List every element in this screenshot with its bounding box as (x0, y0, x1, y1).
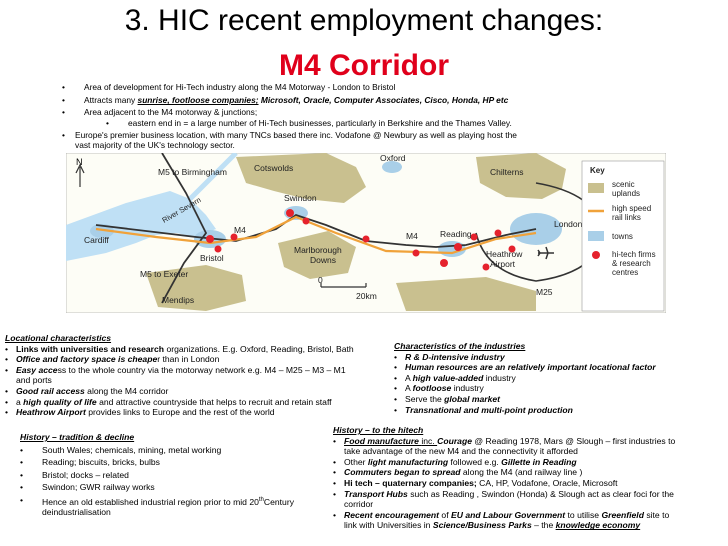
intro-bullet-3: • Area adjacent to the M4 motorway & junctions; (62, 107, 258, 117)
industries-heading: Characteristics of the industries (394, 341, 526, 351)
north-label: N (76, 157, 83, 167)
key-title: Key (590, 166, 605, 175)
firm-dot (363, 236, 370, 243)
map-label-cardiff: Cardiff (84, 235, 109, 245)
list-item: • A footloose industry (394, 383, 484, 394)
firm-dot (215, 246, 222, 253)
map-key (582, 161, 664, 311)
firm-dot (454, 243, 462, 251)
list-item: • Good rail access along the M4 corridor (5, 385, 169, 396)
hitech-heading: History – to the hitech (333, 425, 424, 435)
firm-dot (206, 235, 214, 243)
list-item: • Recent encouragement of EU and Labour Government to utilise Greenfield site to link with Universities in Science/Business Parks – the knowledge economy (333, 509, 670, 531)
map-label-m5-birmingham: M5 to Birmingham (158, 167, 227, 177)
map-label-cotswolds: Cotswolds (254, 163, 294, 173)
key-firms-1: hi-tech firms (612, 250, 656, 259)
industry-characteristics (394, 341, 724, 415)
list-item: • Other light manufacturing followed e.g. Gillette in Reading (333, 456, 577, 467)
map-label-mendips: Mendips (162, 295, 195, 305)
list-item: • Food manufacture inc. Courage @ Reading 1978, Mars @ Slough – first industries to take advantage of the new M4 and the connectivity it afforded (333, 435, 676, 457)
firm-dot (495, 230, 502, 237)
list-item: • Transnational and multi-point production (394, 404, 573, 415)
key-swatch-uplands (588, 183, 604, 193)
map-label-bristol: Bristol (200, 253, 224, 263)
list-item: • Heathrow Airport provides links to Europe and the rest of the world (5, 407, 275, 418)
firm-dot (440, 259, 448, 267)
list-item: • R & D-intensive industry (394, 351, 505, 362)
key-rail-2: rail links (612, 213, 641, 222)
list-item: • Hence an old established industrial region prior to mid 20thCentury deindustrialisation (20, 494, 294, 518)
list-item: • Human resources are an relatively important locational factor (394, 362, 656, 373)
map-label-downs: Downs (310, 255, 336, 265)
list-item: • Hi tech – quaternary companies; CA, HP, Vodafone, Oracle, Microsoft (333, 477, 618, 488)
intro-bullet-4-cont: vast majority of the UK's technology sector. (75, 140, 235, 150)
map-label-chilterns: Chilterns (490, 167, 524, 177)
key-firms-3: centres (612, 268, 639, 277)
firm-dot (483, 264, 490, 271)
map-label-m25-bottom: M25 (536, 287, 553, 297)
list-item: • a high quality of life and attractive countryside that helps to recruit and retain staff (5, 396, 332, 407)
firm-dot (303, 218, 310, 225)
list-item: • Bristol; docks – related (20, 469, 129, 480)
key-firms-2: & research (612, 259, 651, 268)
list-item: • Commuters began to spread along the M4 (and railway line ) (333, 467, 583, 478)
map-label-london: London (554, 219, 583, 229)
list-item: • Office and factory space is cheaper than in London (5, 354, 220, 365)
map-label-m4-left: M4 (234, 225, 246, 235)
list-item: • Reading; biscuits, bricks, bulbs (20, 457, 160, 468)
list-item: • Serve the global market (394, 393, 501, 404)
m4-corridor-map (66, 153, 666, 313)
map-label-severn: River Severn (160, 195, 203, 225)
intro-bullet-2: • Attracts many sunrise, footloose companies; Microsoft, Oracle, Computer Associates, Cisco, Honda, HP etc (62, 95, 509, 105)
map-label-m4-right: M4 (406, 231, 418, 241)
map-label-heathrow: Heathrow (486, 249, 523, 259)
key-towns: towns (612, 232, 633, 241)
key-swatch-firms (592, 251, 600, 259)
key-swatch-towns (588, 231, 604, 241)
intro-bullet-1: • Area of development for Hi-Tech industry along the M4 Motorway - London to Bristol (62, 82, 396, 92)
map-label-marlborough: Marlborough (294, 245, 342, 255)
intro-sub-bullet: • eastern end in = a large number of Hi-Tech businesses, particularly in Berkshire and the Thames Valley. (106, 118, 512, 128)
map-label-swindon: Swindon (284, 193, 317, 203)
page-title: 3. HIC recent employment changes: (124, 4, 604, 37)
list-item: • Links with universities and research organizations. E.g. Oxford, Reading, Bristol, Bath (5, 343, 354, 354)
tradition-heading: History – tradition & decline (20, 432, 135, 442)
map-label-m5-exeter: M5 to Exeter (140, 269, 189, 279)
key-scenic-1: scenic (612, 180, 635, 189)
list-item: • Easy access to the whole country via the motorway network e.g. M4 – M25 – M3 – M1 and ports (5, 364, 346, 386)
map-label-reading: Reading (440, 229, 472, 239)
firm-dot (413, 250, 420, 257)
locational-characteristics (5, 333, 385, 418)
history-hitech (333, 425, 725, 531)
list-item: • Transport Hubs such as Reading , Swindon (Honda) & Slough act as clear foci for the corridor (333, 488, 674, 510)
history-tradition (20, 432, 330, 518)
list-item: • South Wales; chemicals, mining, metal working (20, 444, 222, 455)
map-label-airport: Airport (490, 259, 516, 269)
key-scenic-2: uplands (612, 189, 641, 198)
intro-bullet-4: • Europe's premier business location, with many TNCs based there inc. Vodafone @ Newbury as well as playing host the (62, 130, 517, 140)
firm-dot (286, 209, 294, 217)
list-item: • Swindon; GWR railway works (20, 482, 155, 493)
map-label-scale-0: 0 (318, 275, 323, 285)
list-item: • A high value-added industry (394, 372, 516, 383)
map-label-oxford: Oxford (380, 153, 406, 163)
map-label-scale-20: 20km (356, 291, 377, 301)
locational-heading: Locational characteristics (5, 333, 112, 343)
page-subtitle: M4 Corridor (278, 49, 449, 82)
key-rail-1: high speed (612, 204, 652, 213)
